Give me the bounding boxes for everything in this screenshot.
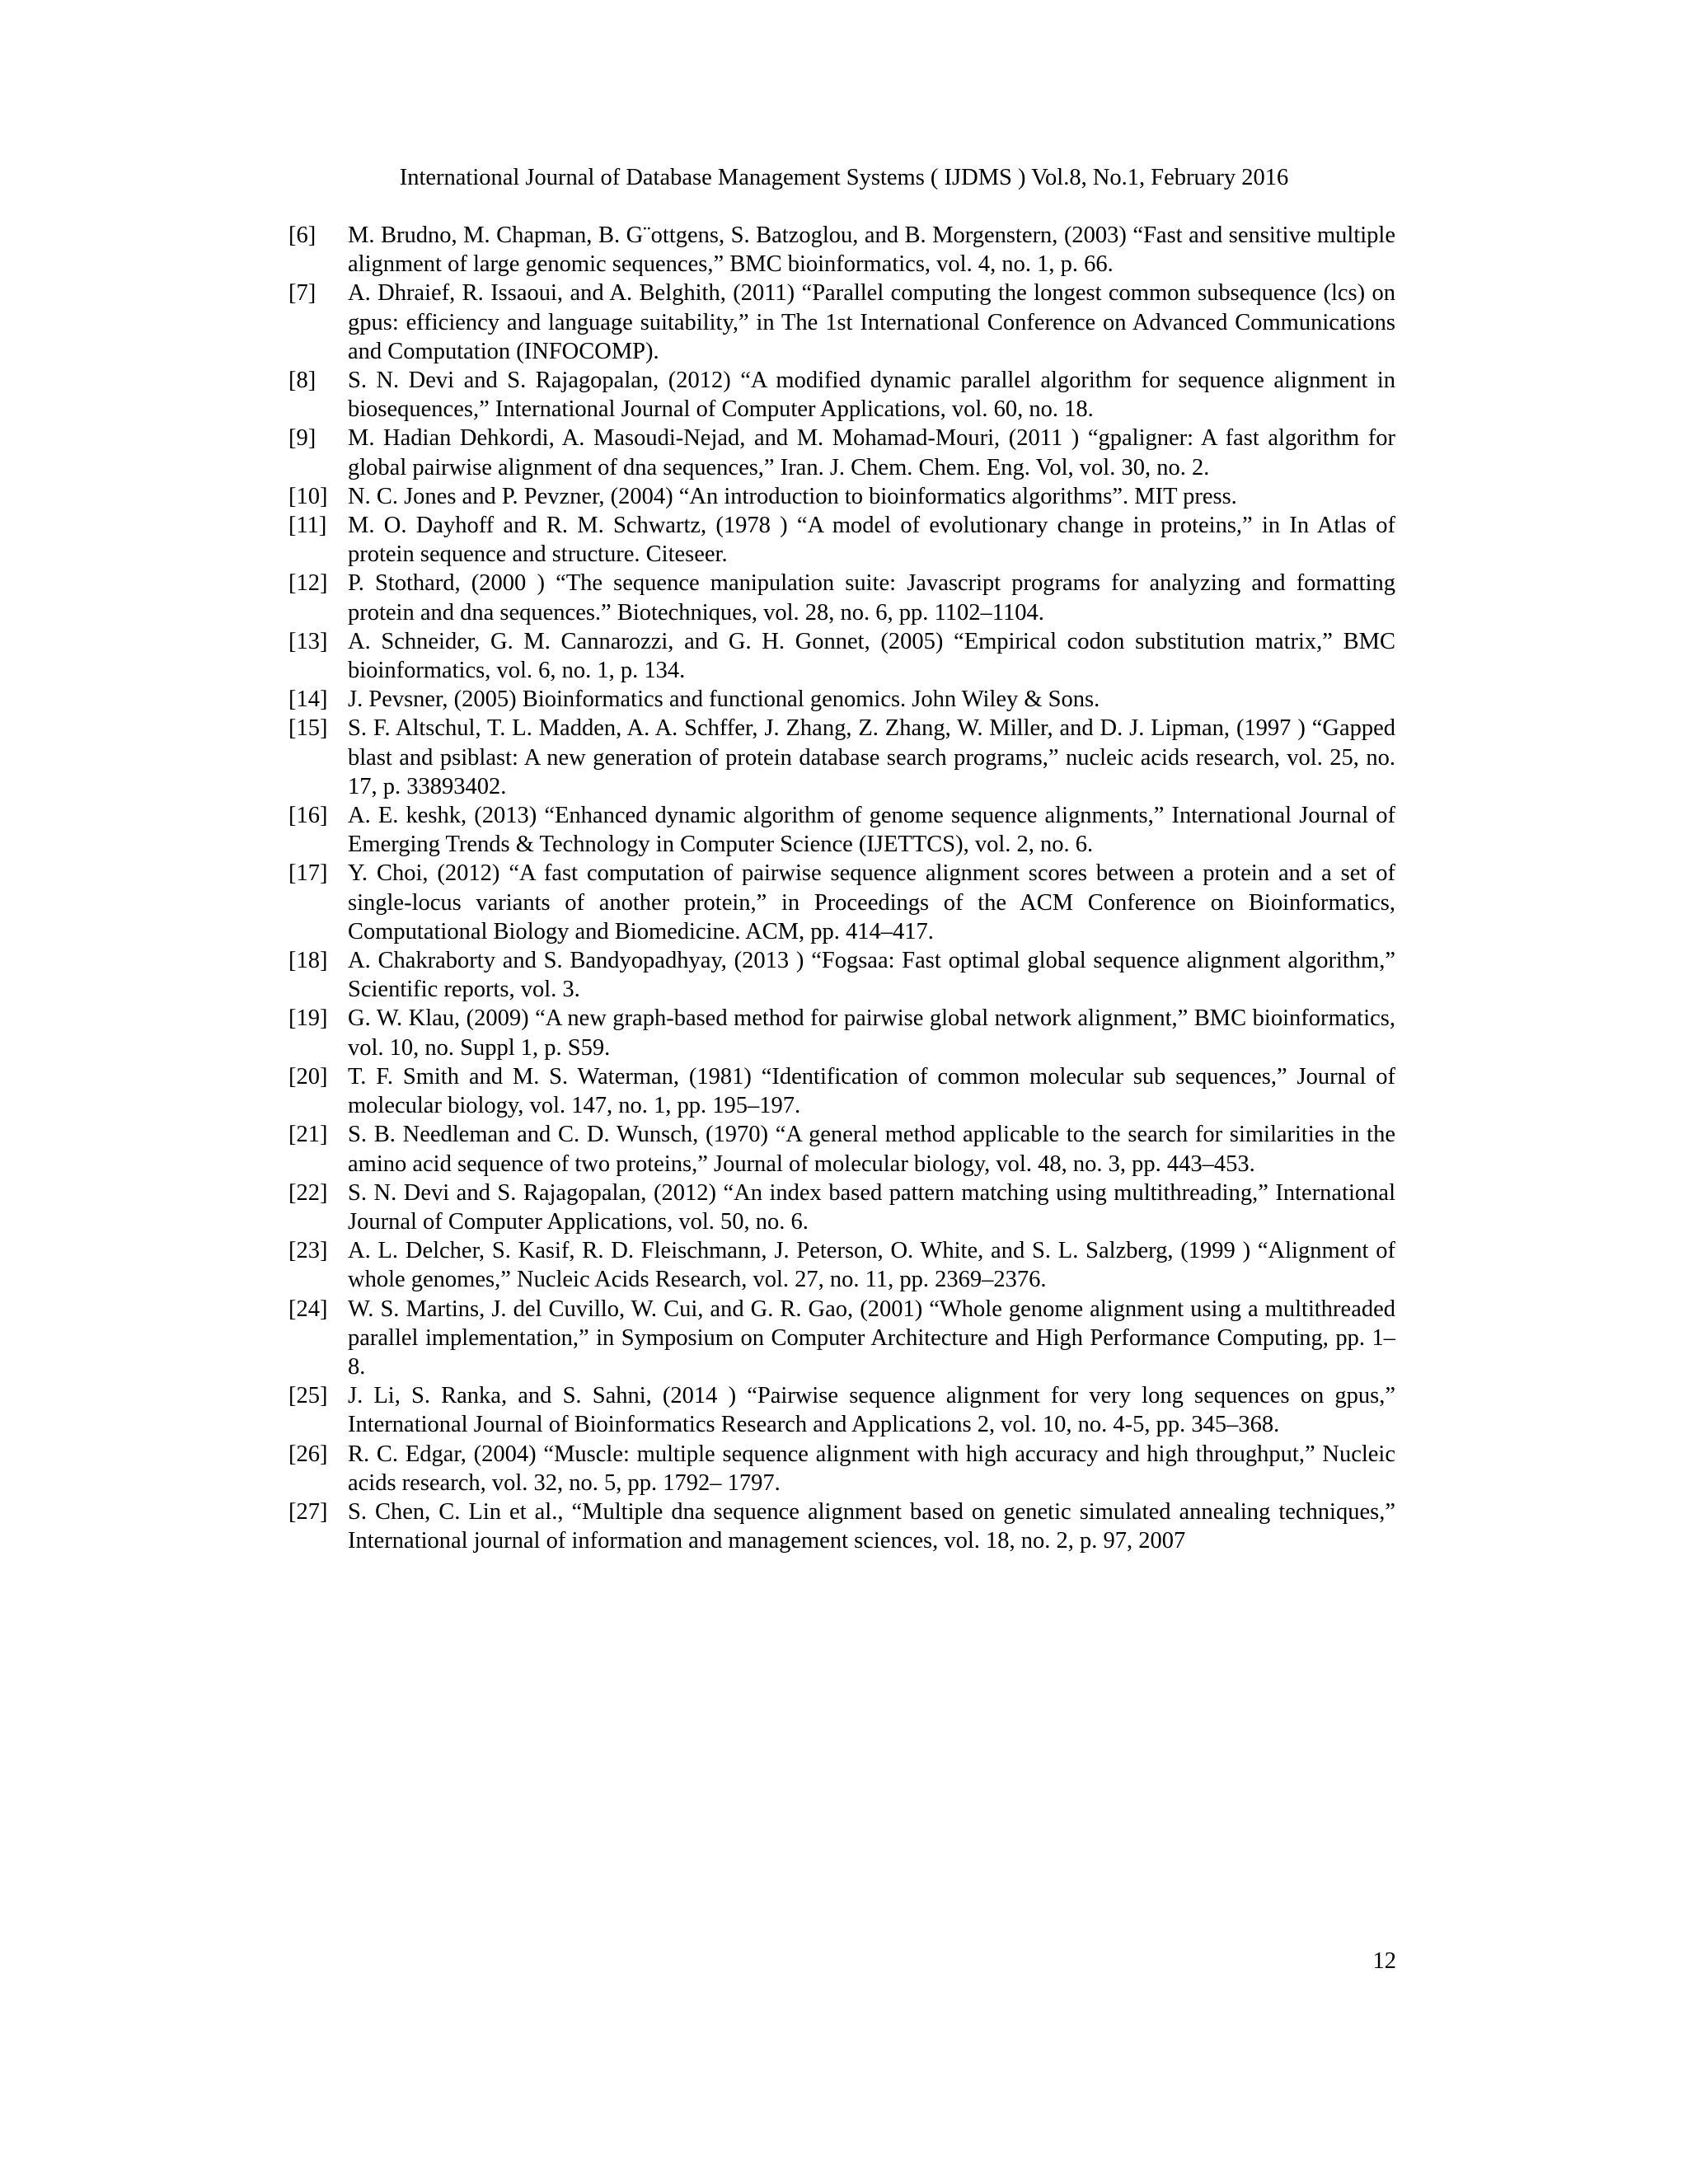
reference-number: [7] [288, 280, 316, 307]
reference-text: G. W. Klau, (2009) “A new graph-based method for pairwise global network alignment,” BMC bioinformatics, vol. 10, no. Suppl 1, p. S59. [348, 1005, 1395, 1061]
reference-text: S. N. Devi and S. Rajagopalan, (2012) “An index based pattern matching using multithreading,” International Journal of Computer Applications, vol. 50, no. 6. [348, 1179, 1395, 1235]
reference-text: T. F. Smith and M. S. Waterman, (1981) “Identification of common molecular sub sequences,” Journal of molecular biology, vol. 147, no. 1, pp. 195–197. [348, 1063, 1395, 1119]
reference-number: [22] [288, 1179, 328, 1206]
reference-text: M. O. Dayhoff and R. M. Schwartz, (1978 ) “A model of evolutionary change in proteins,” in In Atlas of protein sequence and structure. Citeseer. [348, 513, 1395, 568]
reference-entry [288, 482, 1395, 511]
reference-text: A. E. keshk, (2013) “Enhanced dynamic algorithm of genome sequence alignments,” International Journal of Emerging Trends & Technology in Computer Science (IJETTCS), vol. 2, no. 6. [348, 803, 1395, 858]
reference-number: [10] [288, 483, 328, 509]
reference-entry [288, 801, 1395, 859]
reference-text: J. Pevsner, (2005) Bioinformatics and functional genomics. John Wiley & Sons. [348, 687, 1100, 713]
reference-entry [288, 1440, 1395, 1497]
page-number: 12 [1372, 1948, 1396, 1974]
reference-text: M. Brudno, M. Chapman, B. G¨ottgens, S. Batzoglou, and B. Morgenstern, (2003) “Fast and sensitive multiple alignment of large genomic sequences,” BMC bioinformatics, vol. 4, no. 1, p. 66. [348, 223, 1395, 278]
reference-entry [288, 714, 1395, 801]
reference-entry [288, 1120, 1395, 1178]
reference-number: [9] [288, 425, 316, 452]
reference-entry [288, 946, 1395, 1004]
reference-entry [288, 1295, 1395, 1382]
reference-entry [288, 1381, 1395, 1439]
reference-number: [17] [288, 860, 328, 887]
reference-number: [8] [288, 368, 316, 394]
reference-entry [288, 366, 1395, 424]
reference-number: [23] [288, 1238, 328, 1264]
reference-entry [288, 1497, 1395, 1555]
reference-entry [288, 1004, 1395, 1062]
reference-number: [21] [288, 1122, 328, 1148]
reference-number: [14] [288, 687, 328, 713]
reference-number: [20] [288, 1063, 328, 1090]
reference-entry [288, 1236, 1395, 1294]
reference-text: A. L. Delcher, S. Kasif, R. D. Fleischmann, J. Peterson, O. White, and S. L. Salzberg, (1999 ) “Alignment of whole genomes,” Nucleic Acids Research, vol. 27, no. 11, pp. 2369–2376. [348, 1238, 1395, 1293]
reference-number: [11] [288, 513, 327, 539]
reference-text: S. F. Altschul, T. L. Madden, A. A. Schffer, J. Zhang, Z. Zhang, W. Miller, and D. J. Lipman, (1997 ) “Gapped blast and psiblast: A new generation of protein database search programs,” nucleic acids research, vol. 25, no. 17, p. 33893402. [348, 715, 1395, 799]
reference-text: J. Li, S. Ranka, and S. Sahni, (2014 ) “Pairwise sequence alignment for very long sequences on gpus,” International Journal of Bioinformatics Research and Applications 2, vol. 10, no. 4-5, pp. 345–368. [348, 1383, 1395, 1438]
reference-entry [288, 859, 1395, 946]
reference-number: [27] [288, 1498, 328, 1525]
reference-entry [288, 627, 1395, 685]
reference-entry [288, 1062, 1395, 1120]
reference-text: R. C. Edgar, (2004) “Muscle: multiple sequence alignment with high accuracy and high throughput,” Nucleic acids research, vol. 32, no. 5, pp. 1792– 1797. [348, 1441, 1395, 1496]
reference-text: A. Chakraborty and S. Bandyopadhyay, (2013 ) “Fogsaa: Fast optimal global sequence alignment algorithm,” Scientific reports, vol. 3. [348, 948, 1395, 1003]
reference-number: [24] [288, 1296, 328, 1322]
reference-text: A. Schneider, G. M. Cannarozzi, and G. H. Gonnet, (2005) “Empirical codon substitution matrix,” BMC bioinformatics, vol. 6, no. 1, p. 134. [348, 628, 1395, 684]
reference-number: [13] [288, 628, 328, 654]
reference-text: M. Hadian Dehkordi, A. Masoudi-Nejad, and M. Mohamad-Mouri, (2011 ) “gpaligner: A fast algorithm for global pairwise alignment of dna sequences,” Iran. J. Chem. Chem. Eng. Vol, vol. 30, no. 2. [348, 425, 1395, 480]
reference-list [288, 221, 1395, 1555]
reference-number: [15] [288, 715, 328, 742]
reference-entry [288, 221, 1395, 279]
reference-number: [12] [288, 570, 328, 597]
reference-number: [25] [288, 1383, 328, 1409]
reference-entry [288, 279, 1395, 366]
reference-entry [288, 511, 1395, 569]
reference-entry [288, 424, 1395, 481]
reference-text: W. S. Martins, J. del Cuvillo, W. Cui, and G. R. Gao, (2001) “Whole genome alignment using a multithreaded parallel implementation,” in Symposium on Computer Architecture and High Performance Computing, pp. 1–8. [348, 1296, 1395, 1380]
reference-entry [288, 685, 1395, 714]
reference-number: [6] [288, 223, 316, 248]
reference-number: [18] [288, 948, 328, 974]
reference-text: Y. Choi, (2012) “A fast computation of pairwise sequence alignment scores between a protein and a set of single-locus variants of another protein,” in Proceedings of the ACM Conference on Bioinformatics, Computational Biology and Biomedicine. ACM, pp. 414–417. [348, 860, 1395, 944]
reference-text: N. C. Jones and P. Pevzner, (2004) “An introduction to bioinformatics algorithms”. MIT press. [348, 483, 1237, 509]
reference-text: S. Chen, C. Lin et al., “Multiple dna sequence alignment based on genetic simulated annealing techniques,” International journal of information and management sciences, vol. 18, no. 2, p. 97, 2007 [348, 1498, 1395, 1554]
reference-text: P. Stothard, (2000 ) “The sequence manipulation suite: Javascript programs for analyzing and formatting protein and dna sequences.” Biotechniques, vol. 28, no. 6, pp. 1102–1104. [348, 570, 1395, 626]
reference-entry [288, 1179, 1395, 1236]
running-header: International Journal of Database Management Systems ( IJDMS ) Vol.8, No.1, February 2016 [399, 165, 1289, 190]
reference-text: A. Dhraief, R. Issaoui, and A. Belghith, (2011) “Parallel computing the longest common subsequence (lcs) on gpus: efficiency and language suitability,” in The 1st International Conference on Advanced Communications and Computation (INFOCOMP). [348, 280, 1395, 364]
reference-entry [288, 569, 1395, 626]
reference-number: [16] [288, 803, 328, 829]
reference-text: S. N. Devi and S. Rajagopalan, (2012) “A modified dynamic parallel algorithm for sequence alignment in biosequences,” International Journal of Computer Applications, vol. 60, no. 18. [348, 368, 1395, 423]
reference-number: [26] [288, 1441, 328, 1467]
reference-text: S. B. Needleman and C. D. Wunsch, (1970) “A general method applicable to the search for similarities in the amino acid sequence of two proteins,” Journal of molecular biology, vol. 48, no. 3, pp. 443–453. [348, 1122, 1395, 1177]
reference-number: [19] [288, 1005, 328, 1032]
